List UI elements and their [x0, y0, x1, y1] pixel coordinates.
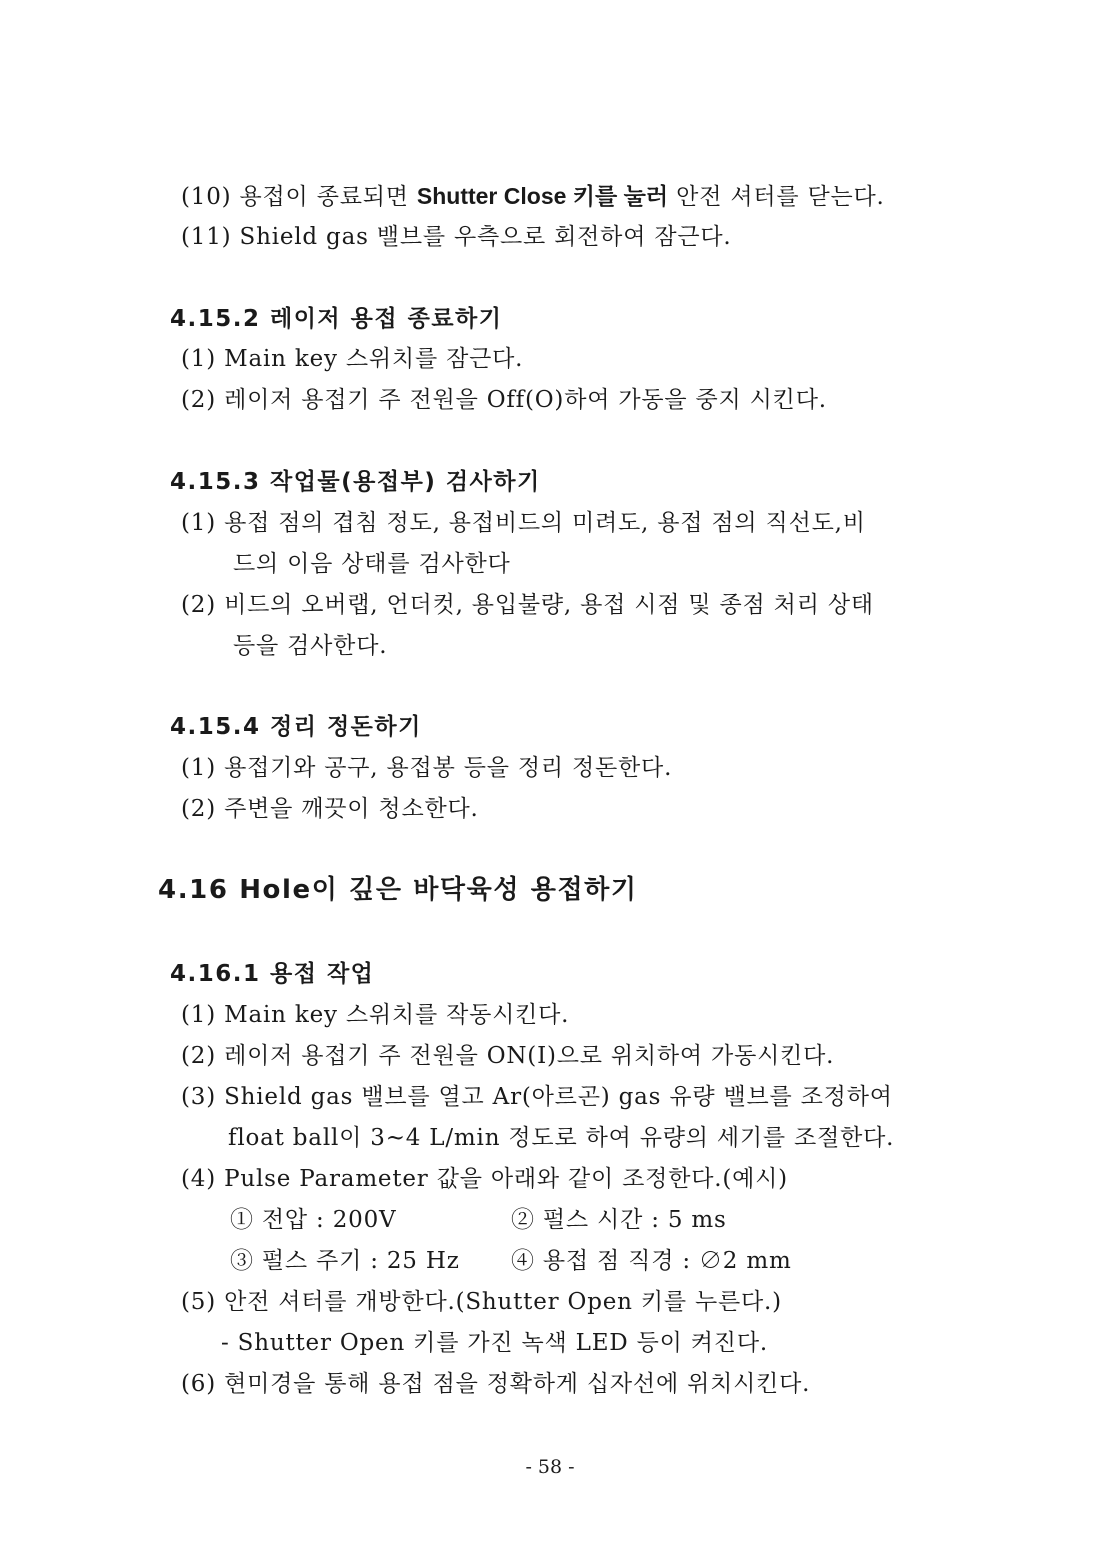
s4161-step-2: (2) 레이저 용접기 주 전원을 ON(Ⅰ)으로 위치하여 가동시킨다.: [181, 1043, 835, 1069]
step-10-text: (10) 용접이 종료되면: [181, 184, 417, 210]
s4153-step-2-line-2: 등을 검사한다.: [233, 633, 388, 659]
s4161-step-4: (4) Pulse Parameter 값을 아래와 같이 조정한다.(예시): [181, 1166, 788, 1192]
s4161-step-5-note: - Shutter Open 키를 가진 녹색 LED 등이 켜진다.: [221, 1330, 768, 1356]
s4161-step-3-line-2: float ball이 3~4 L/min 정도로 하여 유량의 세기를 조절한다.: [228, 1125, 895, 1151]
s4161-step-6: (6) 현미경을 통해 용접 점을 정확하게 십자선에 위치시킨다.: [181, 1371, 811, 1397]
param-pulse-time: ② 펄스 시간 : 5 ms: [511, 1207, 727, 1233]
section-heading-4-16-1: 4.16.1 용접 작업: [170, 961, 375, 987]
s4161-step-5: (5) 안전 셔터를 개방한다.(Shutter Open 키를 누른다.): [181, 1289, 782, 1315]
s4153-step-1-line-2: 드의 이음 상태를 검사한다: [233, 551, 511, 577]
section-heading-4-15-4: 4.15.4 정리 정돈하기: [170, 714, 422, 740]
step-10-bold-text: Shutter Close 키를 눌러: [416, 183, 669, 209]
s4154-step-1: (1) 용접기와 공구, 용접봉 등을 정리 정돈한다.: [181, 755, 673, 781]
step-11: (11) Shield gas 밸브를 우측으로 회전하여 잠근다.: [181, 224, 732, 250]
section-heading-4-16: 4.16 Hole이 깊은 바닥육성 용접하기: [158, 875, 638, 905]
s4161-step-1: (1) Main key 스위치를 작동시킨다.: [181, 1002, 570, 1028]
param-voltage: ① 전압 : 200V: [230, 1207, 397, 1233]
s4153-step-2-line-1: (2) 비드의 오버랩, 언더컷, 용입불량, 용접 시점 및 종점 처리 상태: [181, 592, 874, 618]
param-spot-diameter: ④ 용접 점 직경 : ∅2 mm: [511, 1248, 792, 1274]
s4152-step-1: (1) Main key 스위치를 잠근다.: [181, 346, 524, 372]
section-heading-4-15-3: 4.15.3 작업물(용접부) 검사하기: [170, 469, 541, 495]
page-number: - 58 -: [525, 1456, 575, 1478]
s4154-step-2: (2) 주변을 깨끗이 청소한다.: [181, 796, 479, 822]
s4152-step-2: (2) 레이저 용접기 주 전원을 Off(O)하여 가동을 중지 시킨다.: [181, 387, 827, 413]
s4153-step-1-line-1: (1) 용접 점의 겹침 정도, 용접비드의 미려도, 용접 점의 직선도,비: [181, 510, 866, 536]
step-10: [181, 181, 885, 212]
param-pulse-period: ③ 펄스 주기 : 25 Hz: [230, 1248, 460, 1274]
step-10-text-end: 안전 셔터를 닫는다.: [668, 184, 885, 210]
section-heading-4-15-2: 4.15.2 레이저 용접 종료하기: [170, 306, 503, 332]
s4161-step-3-line-1: (3) Shield gas 밸브를 열고 Ar(아르곤) gas 유량 밸브를 조정하여: [181, 1084, 893, 1110]
